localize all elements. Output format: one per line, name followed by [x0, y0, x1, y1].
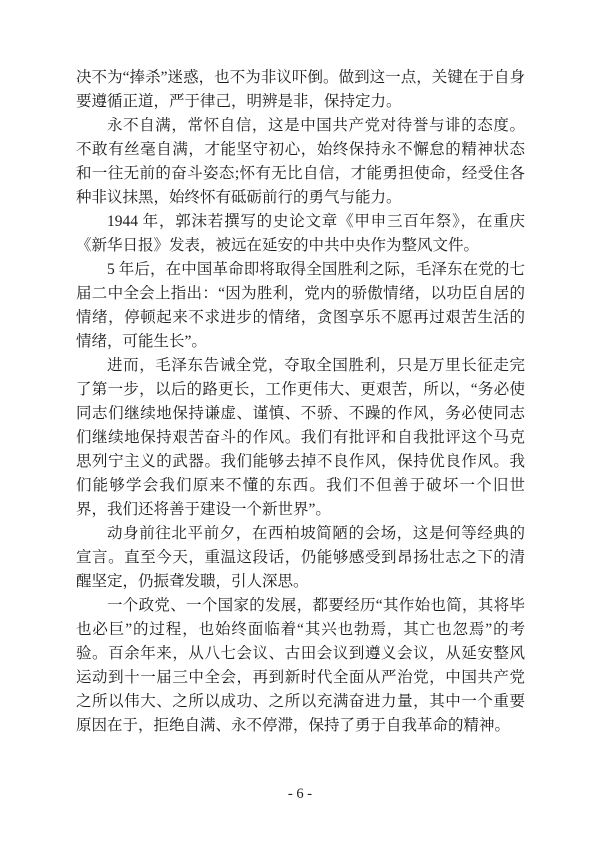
paragraph: 进而，毛泽东告诫全党，夺取全国胜利，只是万里长征走完了第一步，以后的路更长，工作更伟大、更艰苦，所以，“务必使同志们继续地保持谦虚、谨慎、不骄、不躁的作风，务必使同志们继续地保持艰苦奋斗的作风。我们有批评和自我批评这个马克思列宁主义的武器。我们能够去掉不良作风，保持优良作风。我们能够学会我们原来不懂的东西。我们不但善于破坏一个旧世界，我们还将善于建设一个新世界”。 — [76, 357, 525, 518]
paragraph: 5 年后，在中国革命即将取得全国胜利之际，毛泽东在党的七届二中全会上指出：“因为胜利，党内的骄傲情绪，以功臣自居的情绪，停顿起来不求进步的情绪，贪图享乐不愿再过艰苦生活的情绪，可能生长”。 — [76, 261, 525, 350]
paragraph: 永不自满，常怀自信，这是中国共产党对待誉与诽的态度。不敢有丝毫自满，才能坚守初心，始终保持永不懈怠的精神状态和一往无前的奋斗姿态;怀有无比自信，才能勇担使命，经受住各种非议抹黑，始终怀有砥砺前行的勇气与能力。 — [76, 117, 525, 206]
page-number: - 6 - — [287, 786, 313, 802]
paragraph: 一个政党、一个国家的发展，都要经历“其作始也简，其将毕也必巨”的过程，也始终面临着“其兴也勃焉，其亡也忽焉”的考验。百余年来，从八七会议、古田会议到遵义会议，从延安整风运动到十一届三中全会，再到新时代全面从严治党，中国共产党之所以伟大、之所以成功、之所以充满奋进力量，其中一个重要原因在于，拒绝自满、永不停滞，保持了勇于自我革命的精神。 — [76, 597, 525, 734]
paragraph: 1944 年，郭沫若撰写的史论文章《甲申三百年祭》，在重庆《新华日报》发表，被远在延安的中共中央作为整风文件。 — [76, 213, 525, 254]
paragraph-continuation: 决不为“捧杀”迷惑，也不为非议吓倒。做到这一点，关键在于自身要遵循正道，严于律己，明辨是非，保持定力。 — [76, 69, 525, 110]
document-body — [76, 66, 525, 738]
paragraph: 动身前往北平前夕，在西柏坡简陋的会场，这是何等经典的宣言。直至今天，重温这段话，仍能够感受到昂扬壮志之下的清醒坚定，仍振聋发聩，引人深思。 — [76, 525, 525, 590]
